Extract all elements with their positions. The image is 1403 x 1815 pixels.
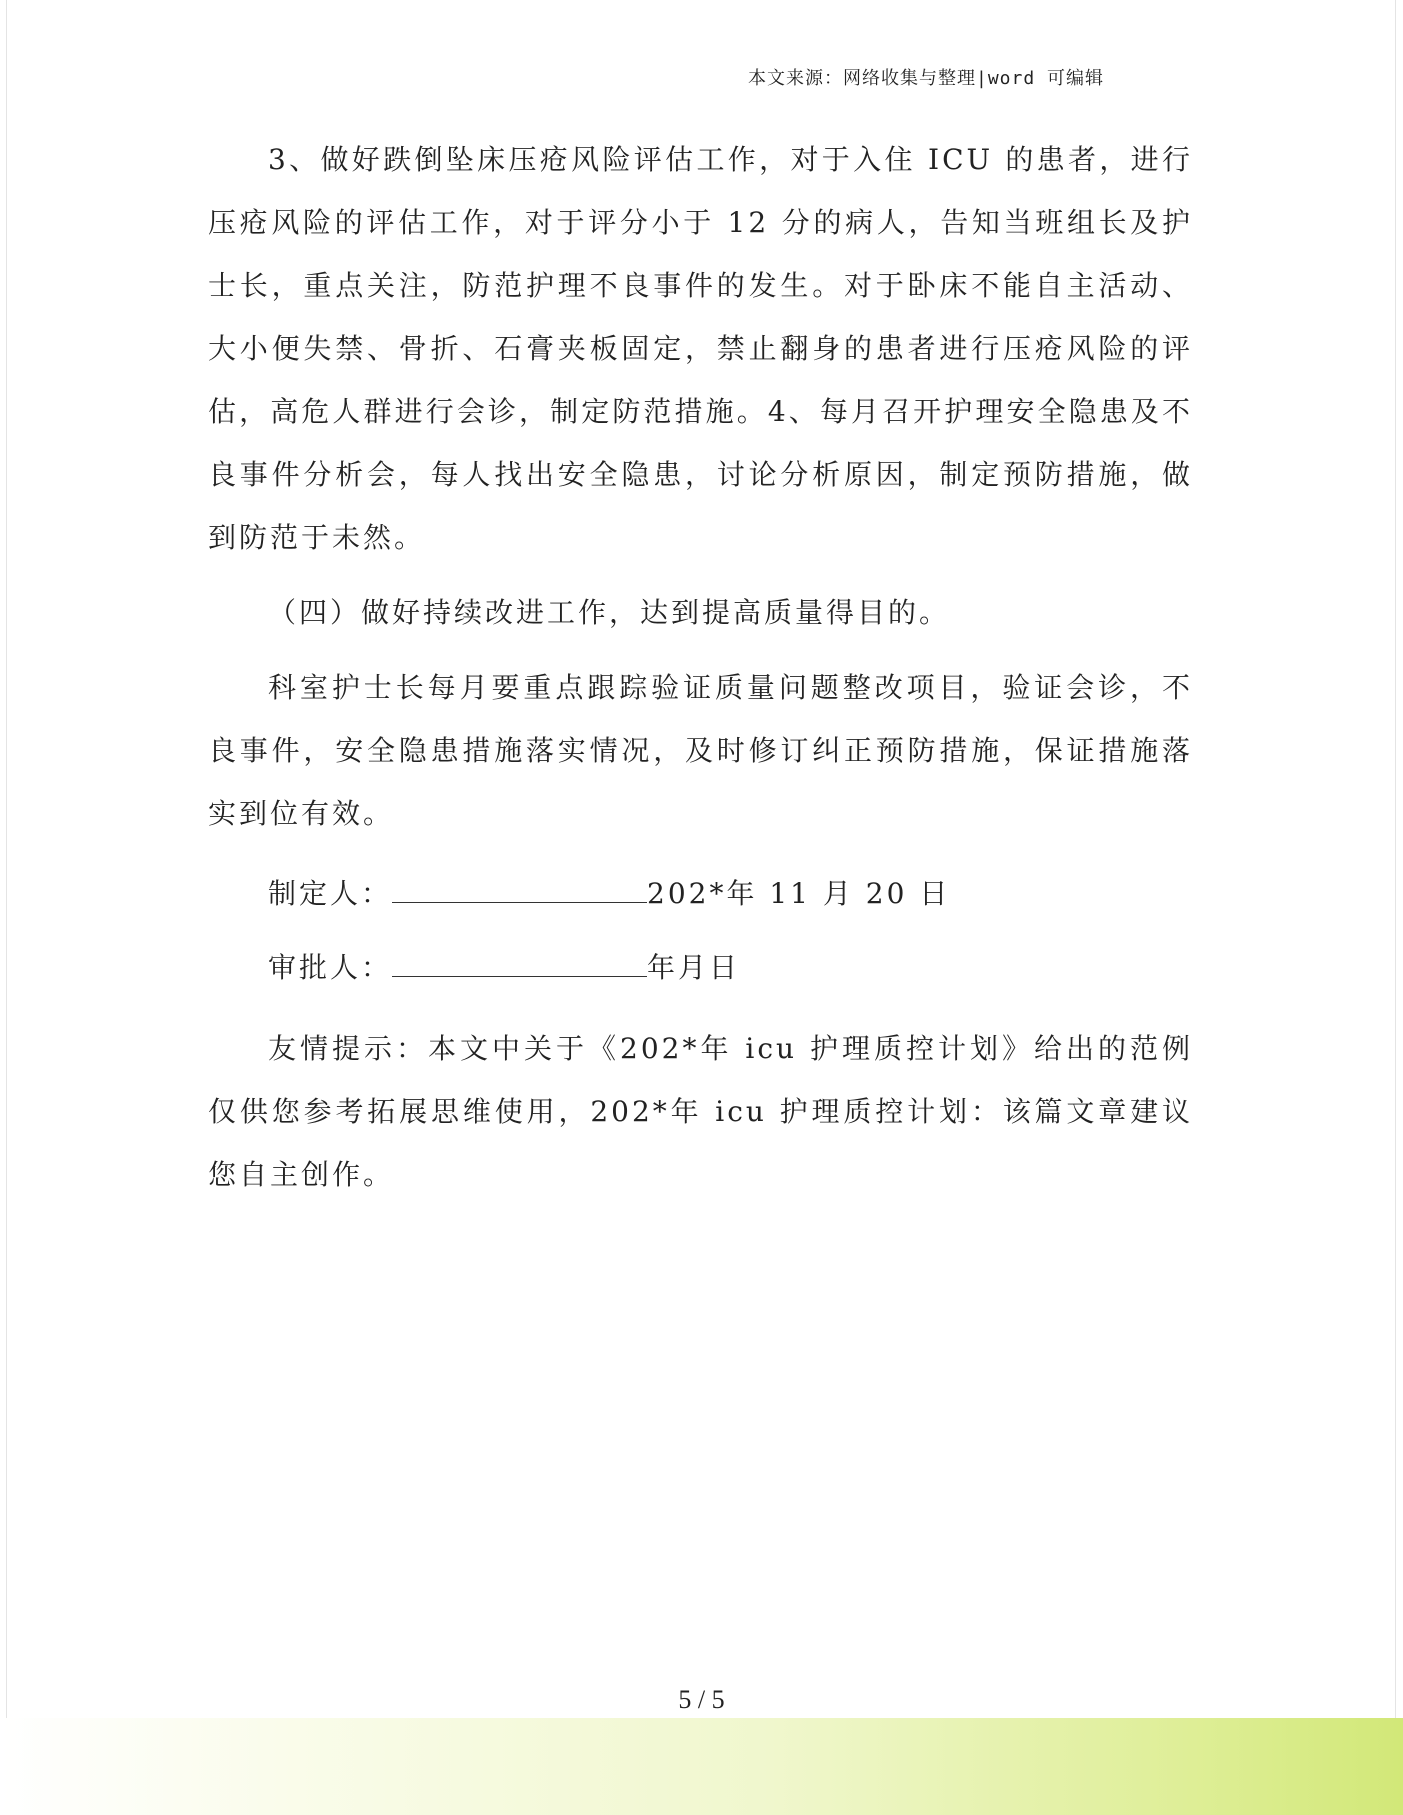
paragraph-gap [208, 845, 1193, 857]
page-number: 5 / 5 [678, 1685, 725, 1714]
approver-label: 审批人： [268, 951, 393, 984]
drafter-blank [392, 872, 647, 903]
section-heading-continuous-improvement: （四）做好持续改进工作，达到提高质量得目的。 [268, 596, 951, 629]
paragraph-gap [208, 1005, 1193, 1017]
friendly-tip: 友情提示：本文中关于《202*年 icu 护理质控计划》给出的范例仅供您参考拓展思维使用，202*年 icu 护理质控计划：该篇文章建议您自主创作。 [208, 1032, 1193, 1191]
paragraph-risk-assessment: 3、做好跌倒坠床压疮风险评估工作，对于入住 ICU 的患者，进行压疮风险的评估工作，对于评分小于 12 分的病人，告知当班组长及护士长，重点关注，防范护理不良事件的发生。对于卧床不能自主活动、大小便失禁、骨折、石膏夹板固定，禁止翻身的患者进行压疮风险的评估，高危人群进行会诊，制定防范措施。4、每月召开护理安全隐患及不良事件分析会，每人找出安全隐患，讨论分析原因，制定预防措施，做到防范于未然。 [208, 143, 1193, 554]
footer-gradient-band [0, 1718, 1403, 1815]
approver-blank [392, 946, 647, 977]
paragraph-head-nurse-followup: 科室护士长每月要重点跟踪验证质量问题整改项目，验证会诊，不良事件，安全隐患措施落实情况，及时修订纠正预防措施，保证措施落实到位有效。 [208, 671, 1193, 830]
paragraph-gap [208, 569, 1193, 581]
drafter-line [208, 857, 1193, 931]
approver-line [208, 931, 1193, 1005]
paragraph-gap [208, 644, 1193, 656]
drafter-label: 制定人： [268, 877, 393, 910]
drafter-date: 202*年 11 月 20 日 [647, 877, 951, 910]
source-note: 本文来源：网络收集与整理|word 可编辑 [748, 68, 1105, 89]
approver-date: 年月日 [647, 951, 741, 984]
document-body [208, 128, 1193, 1206]
